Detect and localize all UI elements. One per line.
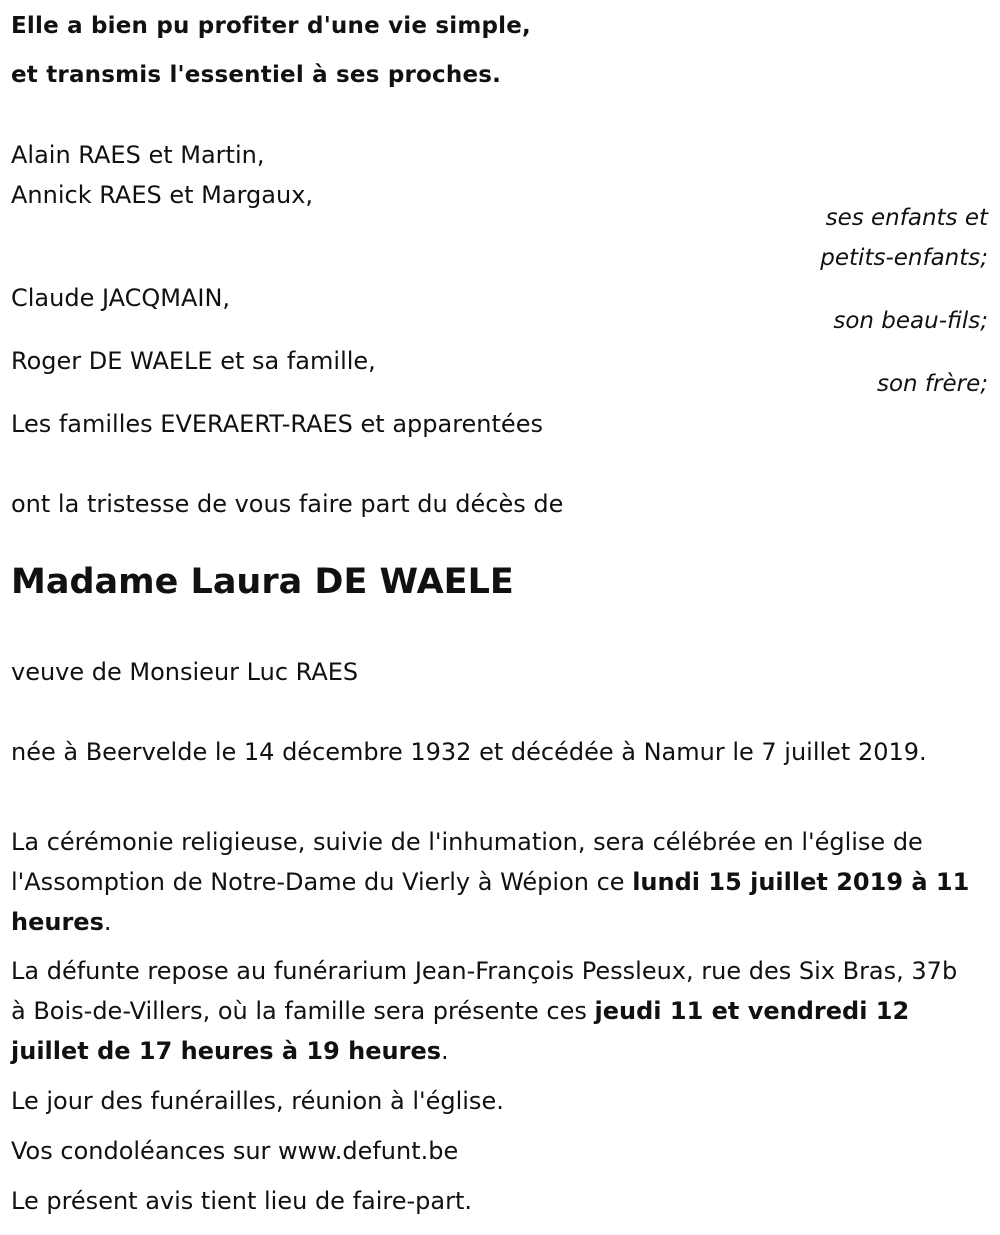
birth-death-paragraph: née à Beervelde le 14 décembre 1932 et décédée à Namur le 7 juillet 2019.: [11, 738, 927, 766]
ceremony-date: lundi 15 juillet 2019 à 11 heures: [11, 868, 970, 936]
ceremony-text: La cérémonie religieuse, suivie de l'inhumation, sera célébrée en l'église de l'Assomption de Notre-Dame du Vierly à Wépion ce: [11, 828, 923, 896]
deceased-name: Madame Laura DE WAELE: [11, 562, 514, 602]
funerarium-end: .: [441, 1037, 449, 1065]
quote-line-2: et transmis l'essentiel à ses proches.: [11, 62, 502, 88]
children-line-1: Alain RAES et Martin,: [11, 141, 265, 169]
notice-line: Le présent avis tient lieu de faire-part.: [11, 1187, 473, 1215]
widow-of-line: veuve de Monsieur Luc RAES: [11, 658, 359, 686]
son-in-law-name: Claude JACQMAIN,: [11, 284, 231, 312]
condolences-line: Vos condoléances sur www.defunt.be: [11, 1137, 459, 1165]
announcement-line: ont la tristesse de vous faire part du décès de: [11, 490, 564, 518]
children-role-line-2: petits-enfants;: [820, 245, 988, 271]
funerarium-paragraph: [11, 951, 971, 1071]
funerarium-dates: jeudi 11 et vendredi 12 juillet de 17 heures à 19 heures: [11, 997, 910, 1065]
brother-name: Roger DE WAELE et sa famille,: [11, 347, 376, 375]
meeting-line: Le jour des funérailles, réunion à l'église.: [11, 1087, 504, 1115]
children-role-line-1: ses enfants et: [825, 205, 988, 231]
quote-line-1: Elle a bien pu profiter d'une vie simple,: [11, 13, 531, 39]
brother-role: son frère;: [876, 371, 988, 397]
children-line-2: Annick RAES et Margaux,: [11, 181, 314, 209]
funerarium-text: La défunte repose au funérarium Jean-François Pessleux, rue des Six Bras, 37b à Bois-de-Villers, où la famille sera présente ces: [11, 957, 958, 1025]
relatives-line: Les familles EVERAERT-RAES et apparentées: [11, 410, 543, 438]
ceremony-end: .: [103, 908, 112, 936]
ceremony-paragraph: [11, 822, 971, 942]
son-in-law-role: son beau-fils;: [833, 308, 988, 334]
